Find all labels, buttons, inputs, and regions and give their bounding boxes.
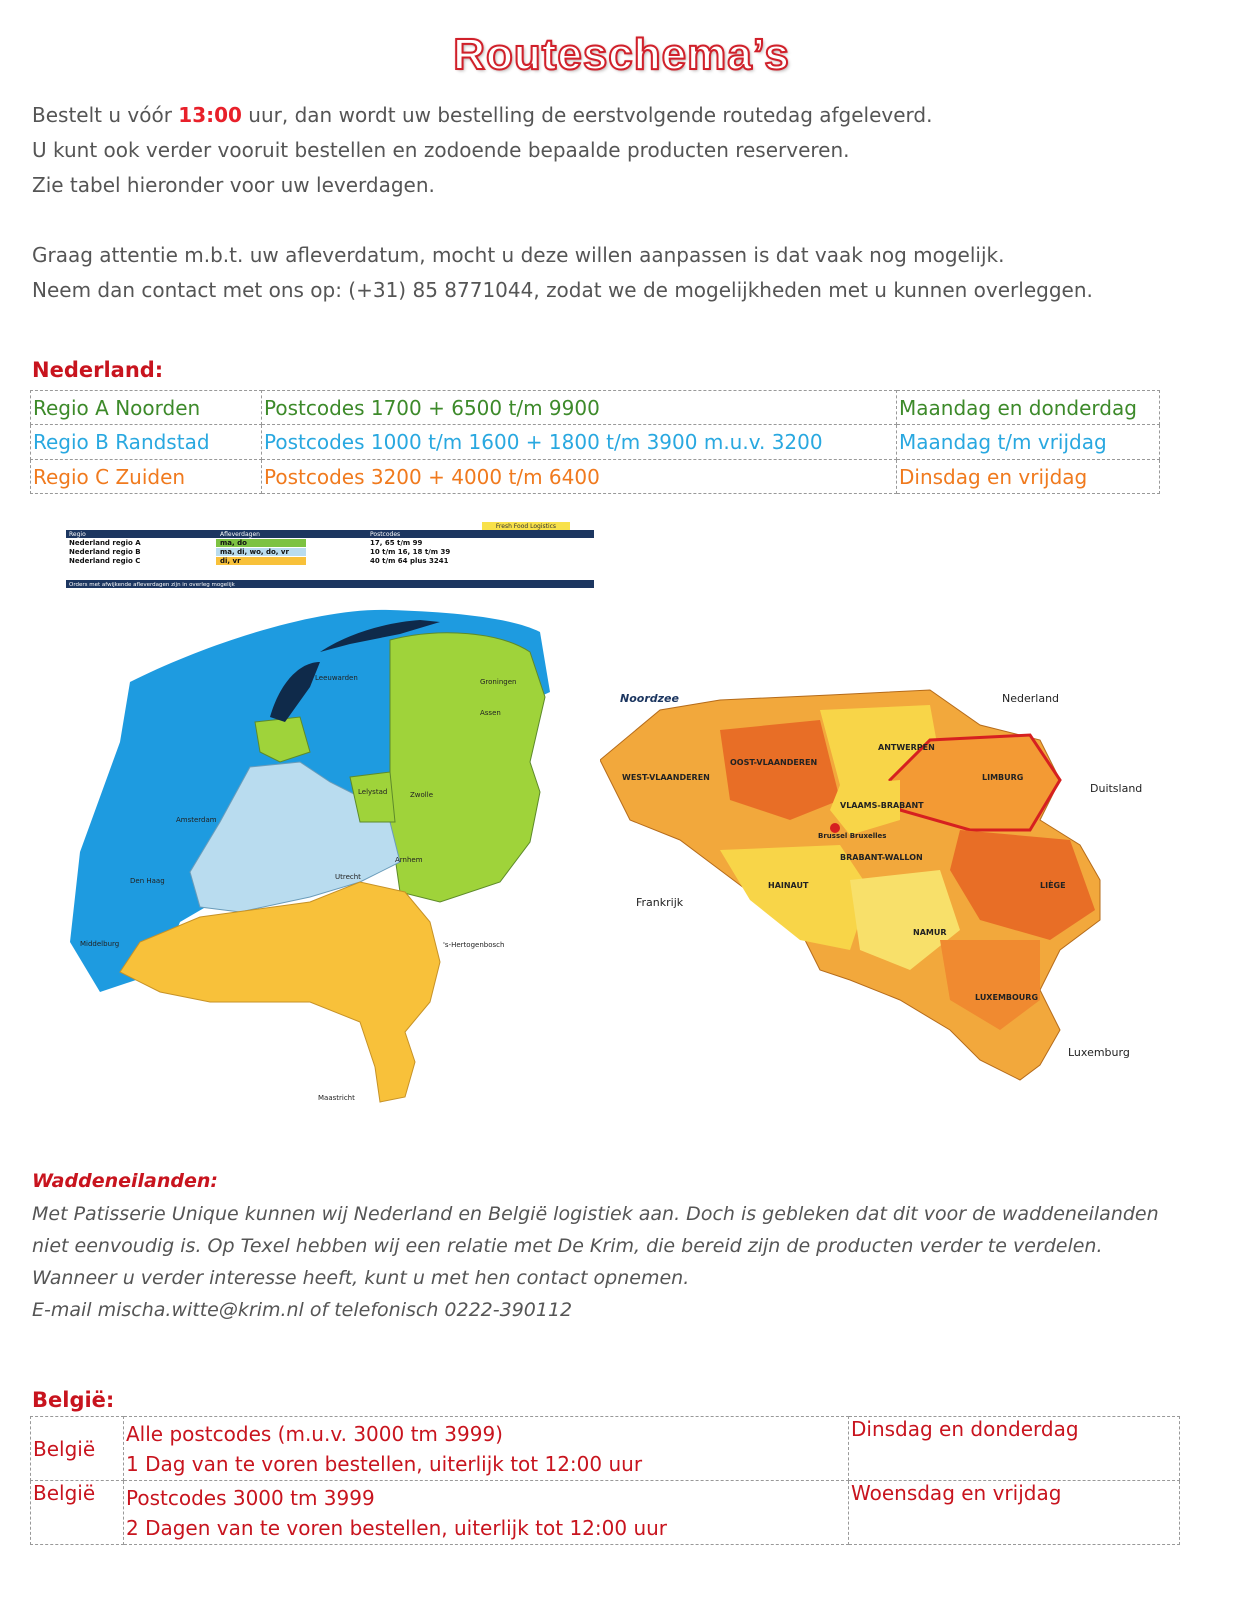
days-cell: Maandag t/m vrijdag — [897, 425, 1160, 460]
legend-days-c: di, vr — [220, 557, 241, 565]
city-label: Assen — [480, 709, 501, 717]
table-row — [31, 425, 1160, 460]
postcodes-cell — [124, 1417, 849, 1481]
city-label: Zwolle — [410, 791, 433, 799]
intro-text — [32, 98, 1093, 308]
city-label: Middelburg — [80, 940, 120, 948]
wadden-line-2: niet eenvoudig is. Op Texel hebben wij een relatie met De Krim, die bereid zijn de producten verder te verdelen. — [32, 1235, 1103, 1257]
country-cell: België — [31, 1417, 124, 1481]
country-label: Duitsland — [1090, 782, 1143, 795]
city-label: Utrecht — [335, 873, 361, 881]
province-label: OOST-VLAANDEREN — [730, 758, 818, 767]
belgium-map — [600, 670, 1160, 1125]
wadden-line-1: Met Patisserie Unique kunnen wij Nederland en België logistiek aan. Doch is gebleken dat dit voor de waddeneilanden — [32, 1203, 1159, 1225]
province-label: ANTWERPEN — [878, 743, 935, 752]
legend-logo: Fresh Food Logistics — [495, 523, 557, 530]
postcodes-cell: Postcodes 1700 + 6500 t/m 9900 — [262, 391, 897, 425]
city-label: Den Haag — [130, 877, 165, 885]
region-cell: Regio C Zuiden — [31, 460, 262, 494]
city-label: Lelystad — [358, 788, 388, 796]
legend-days-a: ma, do — [220, 539, 247, 547]
city-label: Arnhem — [395, 856, 423, 864]
days-cell: Maandag en donderdag — [897, 391, 1160, 425]
legend-postcodes-b: 10 t/m 16, 18 t/m 39 — [370, 548, 451, 556]
legend-header-postcodes: Postcodes — [370, 531, 401, 538]
order-cutoff-time: 13:00 — [178, 103, 242, 127]
legend-header-regio: Regio — [69, 531, 86, 538]
legend-regio-c: Nederland regio C — [69, 557, 141, 565]
province-label: LUXEMBOURG — [975, 993, 1039, 1002]
province-label: LIMBURG — [982, 773, 1024, 782]
region-cell: Regio B Randstad — [31, 425, 262, 460]
days-cell: Dinsdag en vrijdag — [897, 460, 1160, 494]
postcodes-line-1: Postcodes 3000 tm 3999 — [126, 1485, 375, 1510]
postcodes-line-1: Alle postcodes (m.u.v. 3000 tm 3999) — [126, 1421, 503, 1446]
nl-map-legend — [66, 522, 594, 589]
province-label: LIÈGE — [1040, 881, 1066, 890]
intro-spacer — [32, 203, 1093, 238]
capital-label: Brussel Bruxelles — [818, 832, 887, 840]
intro-line-5: Neem dan contact met ons op: (+31) 85 8771044, zodat we de mogelijkheden met u kunnen overleggen. — [32, 278, 1093, 302]
postcodes-line-2: 2 Dagen van te voren bestellen, uiterlijk tot 12:00 uur — [126, 1515, 668, 1540]
wadden-line-3: Wanneer u verder interesse heeft, kunt u met hen contact opnemen. — [32, 1267, 690, 1289]
city-label: Amsterdam — [176, 816, 217, 824]
intro-line-1-pre: Bestelt u vóór — [32, 103, 179, 127]
province-label: WEST-VLAANDEREN — [622, 773, 710, 782]
legend-postcodes-a: 17, 65 t/m 99 — [370, 539, 423, 547]
city-label: 's-Hertogenbosch — [443, 941, 505, 949]
region-cell: Regio A Noorden — [31, 391, 262, 425]
intro-line-4: Graag attentie m.b.t. uw afleverdatum, mocht u deze willen aanpassen is dat vaak nog mogelijk. — [32, 243, 1005, 267]
nederland-heading: Nederland: — [32, 358, 164, 382]
city-label: Maastricht — [318, 1094, 355, 1102]
table-row — [31, 460, 1160, 494]
days-cell: Dinsdag en donderdag — [849, 1417, 1180, 1481]
table-row — [31, 1417, 1180, 1481]
wadden-text — [32, 1198, 1159, 1326]
city-label: Groningen — [480, 678, 517, 686]
nederland-table — [30, 390, 1160, 494]
country-cell: België — [31, 1481, 124, 1545]
province-label: HAINAUT — [768, 881, 809, 890]
legend-regio-b: Nederland regio B — [69, 548, 141, 556]
netherlands-map — [60, 522, 620, 1122]
city-label: Leeuwarden — [315, 674, 358, 682]
country-label: Luxemburg — [1068, 1046, 1130, 1059]
belgie-table — [30, 1416, 1180, 1545]
country-label: Nederland — [1002, 692, 1060, 705]
wadden-line-4: E-mail mischa.witte@krim.nl of telefonisch 0222-390112 — [32, 1299, 573, 1321]
province-label: BRABANT-WALLON — [840, 853, 923, 862]
intro-line-1 — [32, 98, 1093, 133]
postcodes-cell: Postcodes 3200 + 4000 t/m 6400 — [262, 460, 897, 494]
belgie-heading: België: — [32, 1388, 115, 1412]
days-cell: Woensdag en vrijdag — [849, 1481, 1180, 1545]
legend-postcodes-c: 40 t/m 64 plus 3241 — [370, 557, 449, 565]
province-label: VLAAMS-BRABANT — [840, 801, 924, 810]
postcodes-line-2: 1 Dag van te voren bestellen, uiterlijk tot 12:00 uur — [126, 1451, 643, 1476]
country-label: Frankrijk — [636, 896, 684, 909]
wadden-heading: Waddeneilanden: — [32, 1170, 218, 1192]
province-label: NAMUR — [913, 928, 947, 937]
intro-line-3: Zie tabel hieronder voor uw leverdagen. — [32, 173, 435, 197]
page-title: Routeschema’s — [453, 30, 790, 79]
intro-line-2: U kunt ook verder vooruit bestellen en zodoende bepaalde producten reserveren. — [32, 138, 850, 162]
sea-label: Noordzee — [620, 692, 679, 705]
postcodes-cell: Postcodes 1000 t/m 1600 + 1800 t/m 3900 m.u.v. 3200 — [262, 425, 897, 460]
table-row — [31, 391, 1160, 425]
table-row — [31, 1481, 1180, 1545]
legend-header-days: Afleverdagen — [220, 531, 260, 538]
legend-regio-a: Nederland regio A — [69, 539, 141, 547]
legend-footer: Orders met afwijkende afleverdagen zijn in overleg mogelijk — [69, 582, 235, 588]
legend-days-b: ma, di, wo, do, vr — [220, 548, 289, 556]
intro-line-1-post: uur, dan wordt uw bestelling de eerstvolgende routedag afgeleverd. — [241, 103, 933, 127]
postcodes-cell — [124, 1481, 849, 1545]
